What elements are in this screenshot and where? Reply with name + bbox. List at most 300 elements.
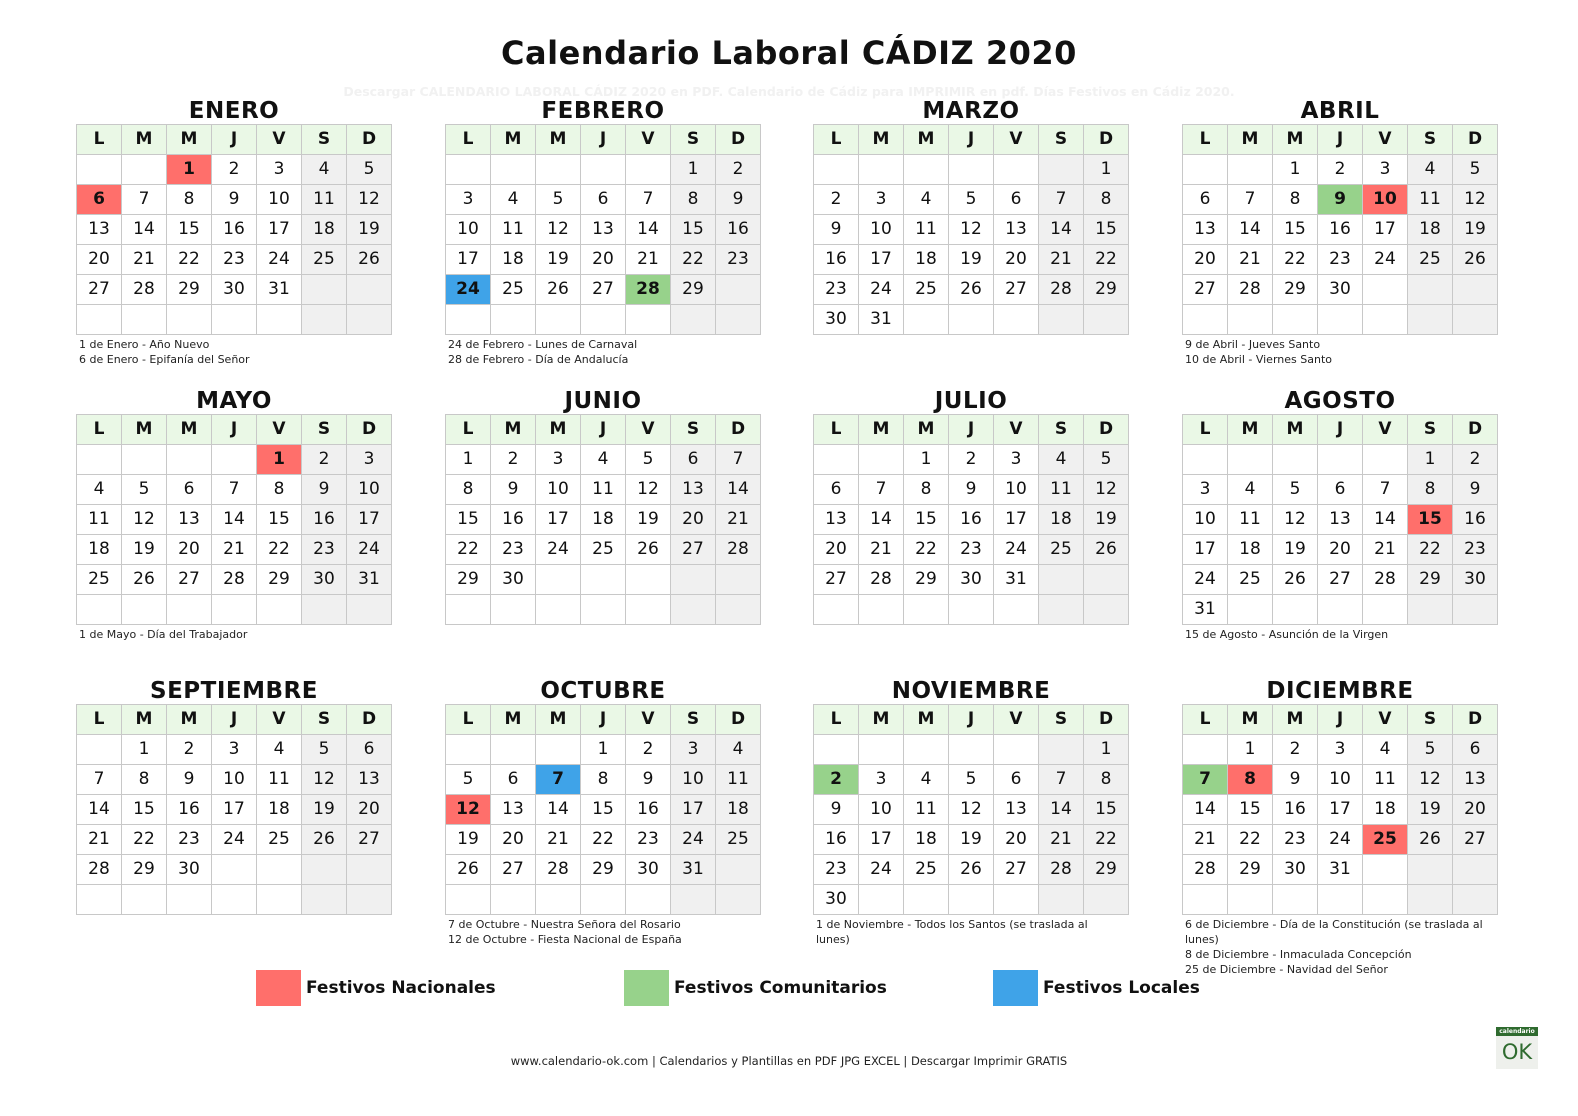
day-cell: 8 bbox=[1084, 185, 1129, 215]
day-cell: 15 bbox=[1273, 215, 1318, 245]
empty-day-cell bbox=[814, 155, 859, 185]
weekday-header: J bbox=[581, 125, 626, 155]
day-cell: 27 bbox=[994, 855, 1039, 885]
weekday-header: L bbox=[1183, 705, 1228, 735]
day-cell: 4 bbox=[716, 735, 761, 765]
weekday-header: L bbox=[446, 705, 491, 735]
holiday-note: 28 de Febrero - Día de Andalucía bbox=[448, 353, 629, 366]
weekday-header: S bbox=[1408, 125, 1453, 155]
month-name: DICIEMBRE bbox=[1266, 678, 1414, 704]
day-cell: 15 bbox=[1084, 795, 1129, 825]
empty-day-cell bbox=[1453, 595, 1498, 625]
day-cell: 28 bbox=[77, 855, 122, 885]
empty-day-cell bbox=[1228, 155, 1273, 185]
weekday-header: M bbox=[859, 415, 904, 445]
day-cell: 1 bbox=[1228, 735, 1273, 765]
day-cell: 18 bbox=[581, 505, 626, 535]
day-cell: 15 bbox=[1228, 795, 1273, 825]
day-cell: 6 bbox=[1453, 735, 1498, 765]
day-cell: 29 bbox=[904, 565, 949, 595]
day-cell: 13 bbox=[671, 475, 716, 505]
day-cell: 3 bbox=[1318, 735, 1363, 765]
day-cell: 26 bbox=[1408, 825, 1453, 855]
day-cell: 1 bbox=[581, 735, 626, 765]
day-cell: 18 bbox=[904, 245, 949, 275]
day-cell: 18 bbox=[716, 795, 761, 825]
empty-day-cell bbox=[1363, 595, 1408, 625]
day-cell: 27 bbox=[347, 825, 392, 855]
day-cell: 28 bbox=[536, 855, 581, 885]
day-cell: 30 bbox=[814, 885, 859, 915]
day-cell: 14 bbox=[626, 215, 671, 245]
weekday-header: V bbox=[1363, 705, 1408, 735]
day-cell: 11 bbox=[491, 215, 536, 245]
day-cell: 23 bbox=[302, 535, 347, 565]
holiday-notes bbox=[1182, 337, 1485, 367]
empty-day-cell bbox=[859, 445, 904, 475]
empty-day-cell bbox=[1273, 445, 1318, 475]
day-cell: 7 bbox=[1039, 765, 1084, 795]
holiday-note: 24 de Febrero - Lunes de Carnaval bbox=[448, 338, 638, 351]
empty-day-cell bbox=[814, 445, 859, 475]
month-grid bbox=[813, 704, 1129, 915]
day-cell: 25 bbox=[1039, 535, 1084, 565]
day-cell: 13 bbox=[994, 215, 1039, 245]
day-cell: 4 bbox=[581, 445, 626, 475]
day-cell: 26 bbox=[536, 275, 581, 305]
day-cell: 19 bbox=[347, 215, 392, 245]
day-cell: 13 bbox=[581, 215, 626, 245]
empty-day-cell bbox=[1363, 885, 1408, 915]
day-cell: 24 bbox=[347, 535, 392, 565]
empty-day-cell bbox=[212, 855, 257, 885]
empty-day-cell bbox=[1183, 305, 1228, 335]
empty-day-cell bbox=[904, 735, 949, 765]
day-cell: 15 bbox=[122, 795, 167, 825]
day-cell: 18 bbox=[1408, 215, 1453, 245]
empty-day-cell bbox=[446, 305, 491, 335]
weekday-header: M bbox=[167, 125, 212, 155]
day-cell: 9 bbox=[814, 795, 859, 825]
day-cell: 1 bbox=[446, 445, 491, 475]
day-cell: 13 bbox=[814, 505, 859, 535]
day-cell: 19 bbox=[122, 535, 167, 565]
empty-day-cell bbox=[716, 305, 761, 335]
day-cell: 17 bbox=[212, 795, 257, 825]
day-cell: 3 bbox=[212, 735, 257, 765]
day-cell: 25 bbox=[581, 535, 626, 565]
weekday-header: L bbox=[1183, 415, 1228, 445]
day-cell: 4 bbox=[1408, 155, 1453, 185]
empty-day-cell bbox=[1318, 595, 1363, 625]
day-cell: 4 bbox=[1363, 735, 1408, 765]
empty-day-cell bbox=[1318, 885, 1363, 915]
day-cell: 15 bbox=[167, 215, 212, 245]
day-cell: 21 bbox=[212, 535, 257, 565]
day-cell: 9 bbox=[212, 185, 257, 215]
weekday-header: V bbox=[626, 705, 671, 735]
weekday-header: M bbox=[1228, 415, 1273, 445]
empty-day-cell bbox=[347, 885, 392, 915]
empty-day-cell bbox=[716, 275, 761, 305]
day-cell: 1 bbox=[904, 445, 949, 475]
holiday-notes bbox=[76, 627, 379, 642]
weekday-header: M bbox=[904, 705, 949, 735]
empty-day-cell bbox=[904, 885, 949, 915]
day-cell: 18 bbox=[1228, 535, 1273, 565]
day-cell: 17 bbox=[257, 215, 302, 245]
empty-day-cell bbox=[1273, 305, 1318, 335]
day-cell: 23 bbox=[814, 275, 859, 305]
day-cell: 16 bbox=[814, 825, 859, 855]
day-cell: 21 bbox=[77, 825, 122, 855]
day-cell: 29 bbox=[1228, 855, 1273, 885]
day-cell: 26 bbox=[302, 825, 347, 855]
empty-day-cell bbox=[1039, 305, 1084, 335]
month-grid bbox=[1182, 124, 1498, 335]
day-cell: 13 bbox=[491, 795, 536, 825]
day-cell: 21 bbox=[536, 825, 581, 855]
empty-day-cell bbox=[1084, 885, 1129, 915]
day-cell: 6 bbox=[994, 185, 1039, 215]
empty-day-cell bbox=[1363, 445, 1408, 475]
day-cell: 12 bbox=[536, 215, 581, 245]
day-cell: 22 bbox=[1273, 245, 1318, 275]
empty-day-cell bbox=[446, 735, 491, 765]
day-cell: 3 bbox=[859, 765, 904, 795]
day-cell: 10 bbox=[257, 185, 302, 215]
day-cell: 10 bbox=[446, 215, 491, 245]
empty-day-cell bbox=[167, 305, 212, 335]
holiday-day-cell: 25 bbox=[1363, 825, 1408, 855]
day-cell: 23 bbox=[716, 245, 761, 275]
empty-day-cell bbox=[347, 275, 392, 305]
day-cell: 31 bbox=[347, 565, 392, 595]
day-cell: 5 bbox=[1453, 155, 1498, 185]
day-cell: 22 bbox=[904, 535, 949, 565]
day-cell: 9 bbox=[814, 215, 859, 245]
holiday-day-cell: 6 bbox=[77, 185, 122, 215]
empty-day-cell bbox=[859, 735, 904, 765]
empty-day-cell bbox=[949, 155, 994, 185]
day-cell: 20 bbox=[581, 245, 626, 275]
day-cell: 25 bbox=[257, 825, 302, 855]
day-cell: 26 bbox=[122, 565, 167, 595]
empty-day-cell bbox=[1183, 885, 1228, 915]
month-name: SEPTIEMBRE bbox=[150, 678, 318, 704]
day-cell: 2 bbox=[1318, 155, 1363, 185]
day-cell: 28 bbox=[1039, 275, 1084, 305]
day-cell: 22 bbox=[257, 535, 302, 565]
day-cell: 14 bbox=[1039, 215, 1084, 245]
day-cell: 27 bbox=[671, 535, 716, 565]
weekday-header: M bbox=[491, 415, 536, 445]
day-cell: 24 bbox=[994, 535, 1039, 565]
weekday-header: D bbox=[347, 705, 392, 735]
day-cell: 24 bbox=[1318, 825, 1363, 855]
day-cell: 22 bbox=[671, 245, 716, 275]
weekday-header: J bbox=[1318, 705, 1363, 735]
holiday-day-cell: 7 bbox=[1183, 765, 1228, 795]
weekday-header: D bbox=[347, 415, 392, 445]
day-cell: 21 bbox=[122, 245, 167, 275]
weekday-header: S bbox=[1039, 125, 1084, 155]
day-cell: 30 bbox=[1318, 275, 1363, 305]
day-cell: 17 bbox=[994, 505, 1039, 535]
day-cell: 27 bbox=[167, 565, 212, 595]
calendario-ok-logo[interactable] bbox=[1496, 1027, 1538, 1069]
day-cell: 6 bbox=[167, 475, 212, 505]
day-cell: 14 bbox=[1039, 795, 1084, 825]
empty-day-cell bbox=[536, 885, 581, 915]
weekday-header: S bbox=[1408, 415, 1453, 445]
weekday-header: D bbox=[1084, 705, 1129, 735]
day-cell: 17 bbox=[446, 245, 491, 275]
day-cell: 30 bbox=[1273, 855, 1318, 885]
day-cell: 25 bbox=[491, 275, 536, 305]
day-cell: 9 bbox=[1453, 475, 1498, 505]
day-cell: 14 bbox=[212, 505, 257, 535]
day-cell: 20 bbox=[814, 535, 859, 565]
day-cell: 12 bbox=[1084, 475, 1129, 505]
empty-day-cell bbox=[994, 885, 1039, 915]
weekday-header: M bbox=[536, 415, 581, 445]
day-cell: 6 bbox=[671, 445, 716, 475]
weekday-header: L bbox=[446, 125, 491, 155]
month-grid bbox=[76, 704, 392, 915]
month-grid bbox=[813, 414, 1129, 625]
weekday-header: D bbox=[716, 125, 761, 155]
day-cell: 12 bbox=[949, 215, 994, 245]
page-title: Calendario Laboral CÁDIZ 2020 bbox=[501, 34, 1077, 72]
day-cell: 25 bbox=[904, 855, 949, 885]
weekday-header: V bbox=[994, 415, 1039, 445]
day-cell: 6 bbox=[581, 185, 626, 215]
empty-day-cell bbox=[581, 595, 626, 625]
empty-day-cell bbox=[949, 885, 994, 915]
holiday-day-cell: 2 bbox=[814, 765, 859, 795]
day-cell: 26 bbox=[446, 855, 491, 885]
day-cell: 22 bbox=[167, 245, 212, 275]
day-cell: 16 bbox=[302, 505, 347, 535]
day-cell: 30 bbox=[491, 565, 536, 595]
day-cell: 28 bbox=[859, 565, 904, 595]
empty-day-cell bbox=[122, 885, 167, 915]
day-cell: 23 bbox=[949, 535, 994, 565]
empty-day-cell bbox=[536, 735, 581, 765]
month-name: MARZO bbox=[922, 98, 1020, 124]
day-cell: 19 bbox=[626, 505, 671, 535]
day-cell: 21 bbox=[1228, 245, 1273, 275]
weekday-header: V bbox=[994, 705, 1039, 735]
day-cell: 15 bbox=[581, 795, 626, 825]
day-cell: 28 bbox=[1363, 565, 1408, 595]
weekday-header: V bbox=[257, 705, 302, 735]
day-cell: 11 bbox=[77, 505, 122, 535]
day-cell: 22 bbox=[1408, 535, 1453, 565]
weekday-header: M bbox=[1273, 705, 1318, 735]
day-cell: 26 bbox=[1453, 245, 1498, 275]
day-cell: 19 bbox=[446, 825, 491, 855]
day-cell: 18 bbox=[257, 795, 302, 825]
empty-day-cell bbox=[257, 305, 302, 335]
weekday-header: L bbox=[1183, 125, 1228, 155]
day-cell: 17 bbox=[859, 245, 904, 275]
day-cell: 20 bbox=[1453, 795, 1498, 825]
empty-day-cell bbox=[949, 305, 994, 335]
legend-label: Festivos Nacionales bbox=[306, 978, 496, 998]
empty-day-cell bbox=[1228, 305, 1273, 335]
day-cell: 19 bbox=[1408, 795, 1453, 825]
day-cell: 4 bbox=[904, 765, 949, 795]
month-name: ENERO bbox=[188, 98, 280, 124]
empty-day-cell bbox=[581, 885, 626, 915]
empty-day-cell bbox=[77, 885, 122, 915]
day-cell: 21 bbox=[716, 505, 761, 535]
month-grid bbox=[813, 124, 1129, 335]
holiday-note: 10 de Abril - Viernes Santo bbox=[1185, 353, 1332, 366]
weekday-header: S bbox=[302, 125, 347, 155]
holiday-note: 8 de Diciembre - Inmaculada Concepción bbox=[1185, 948, 1412, 961]
day-cell: 27 bbox=[77, 275, 122, 305]
day-cell: 3 bbox=[347, 445, 392, 475]
day-cell: 17 bbox=[536, 505, 581, 535]
empty-day-cell bbox=[949, 735, 994, 765]
legend-swatch-local bbox=[993, 970, 1038, 1006]
legend-label: Festivos Locales bbox=[1043, 978, 1200, 998]
day-cell: 23 bbox=[814, 855, 859, 885]
day-cell: 27 bbox=[994, 275, 1039, 305]
day-cell: 23 bbox=[167, 825, 212, 855]
month-julio bbox=[813, 388, 1129, 625]
day-cell: 9 bbox=[302, 475, 347, 505]
empty-day-cell bbox=[904, 305, 949, 335]
empty-day-cell bbox=[904, 595, 949, 625]
day-cell: 16 bbox=[949, 505, 994, 535]
day-cell: 11 bbox=[904, 215, 949, 245]
empty-day-cell bbox=[1084, 595, 1129, 625]
legend-label: Festivos Comunitarios bbox=[674, 978, 887, 998]
empty-day-cell bbox=[1408, 885, 1453, 915]
empty-day-cell bbox=[859, 885, 904, 915]
weekday-header: J bbox=[949, 415, 994, 445]
month-diciembre bbox=[1182, 678, 1498, 977]
empty-day-cell bbox=[1039, 565, 1084, 595]
weekday-header: L bbox=[77, 415, 122, 445]
empty-day-cell bbox=[77, 155, 122, 185]
day-cell: 27 bbox=[814, 565, 859, 595]
empty-day-cell bbox=[1453, 305, 1498, 335]
day-cell: 27 bbox=[1453, 825, 1498, 855]
empty-day-cell bbox=[581, 305, 626, 335]
empty-day-cell bbox=[1363, 275, 1408, 305]
month-mayo bbox=[76, 388, 392, 642]
day-cell: 11 bbox=[904, 795, 949, 825]
empty-day-cell bbox=[257, 595, 302, 625]
day-cell: 23 bbox=[491, 535, 536, 565]
weekday-header: V bbox=[257, 415, 302, 445]
day-cell: 12 bbox=[347, 185, 392, 215]
holiday-note: 6 de Diciembre - Día de la Constitución (se traslada al lunes) bbox=[1185, 918, 1483, 946]
day-cell: 29 bbox=[446, 565, 491, 595]
day-cell: 8 bbox=[581, 765, 626, 795]
day-cell: 3 bbox=[446, 185, 491, 215]
day-cell: 14 bbox=[122, 215, 167, 245]
month-marzo bbox=[813, 98, 1129, 335]
empty-day-cell bbox=[716, 855, 761, 885]
day-cell: 16 bbox=[491, 505, 536, 535]
day-cell: 31 bbox=[671, 855, 716, 885]
legend-comunitarios bbox=[624, 970, 887, 1006]
day-cell: 25 bbox=[1408, 245, 1453, 275]
day-cell: 5 bbox=[536, 185, 581, 215]
day-cell: 14 bbox=[716, 475, 761, 505]
day-cell: 10 bbox=[536, 475, 581, 505]
day-cell: 13 bbox=[994, 795, 1039, 825]
day-cell: 10 bbox=[347, 475, 392, 505]
month-name: FEBRERO bbox=[541, 98, 665, 124]
empty-day-cell bbox=[1228, 595, 1273, 625]
month-name: NOVIEMBRE bbox=[891, 678, 1051, 704]
empty-day-cell bbox=[302, 305, 347, 335]
day-cell: 6 bbox=[1183, 185, 1228, 215]
day-cell: 15 bbox=[1084, 215, 1129, 245]
weekday-header: S bbox=[671, 125, 716, 155]
empty-day-cell bbox=[167, 595, 212, 625]
day-cell: 30 bbox=[814, 305, 859, 335]
holiday-day-cell: 28 bbox=[626, 275, 671, 305]
empty-day-cell bbox=[167, 445, 212, 475]
empty-day-cell bbox=[536, 155, 581, 185]
empty-day-cell bbox=[257, 885, 302, 915]
empty-day-cell bbox=[536, 565, 581, 595]
empty-day-cell bbox=[581, 565, 626, 595]
empty-day-cell bbox=[1183, 155, 1228, 185]
month-abril bbox=[1182, 98, 1498, 367]
empty-day-cell bbox=[1039, 155, 1084, 185]
day-cell: 7 bbox=[212, 475, 257, 505]
day-cell: 23 bbox=[1273, 825, 1318, 855]
day-cell: 10 bbox=[859, 215, 904, 245]
empty-day-cell bbox=[994, 595, 1039, 625]
day-cell: 12 bbox=[1408, 765, 1453, 795]
day-cell: 11 bbox=[581, 475, 626, 505]
day-cell: 2 bbox=[949, 445, 994, 475]
day-cell: 6 bbox=[491, 765, 536, 795]
empty-day-cell bbox=[814, 735, 859, 765]
day-cell: 13 bbox=[347, 765, 392, 795]
day-cell: 5 bbox=[347, 155, 392, 185]
day-cell: 23 bbox=[626, 825, 671, 855]
day-cell: 22 bbox=[1084, 825, 1129, 855]
day-cell: 19 bbox=[949, 825, 994, 855]
day-cell: 19 bbox=[1273, 535, 1318, 565]
weekday-header: M bbox=[1273, 125, 1318, 155]
weekday-header: M bbox=[122, 705, 167, 735]
day-cell: 27 bbox=[581, 275, 626, 305]
day-cell: 5 bbox=[302, 735, 347, 765]
day-cell: 19 bbox=[302, 795, 347, 825]
weekday-header: J bbox=[949, 125, 994, 155]
day-cell: 24 bbox=[1363, 245, 1408, 275]
weekday-header: M bbox=[1228, 125, 1273, 155]
weekday-header: M bbox=[904, 415, 949, 445]
day-cell: 24 bbox=[859, 275, 904, 305]
holiday-notes bbox=[76, 337, 379, 367]
day-cell: 20 bbox=[167, 535, 212, 565]
holiday-note: 7 de Octubre - Nuestra Señora del Rosario bbox=[448, 918, 681, 931]
month-octubre bbox=[445, 678, 761, 947]
